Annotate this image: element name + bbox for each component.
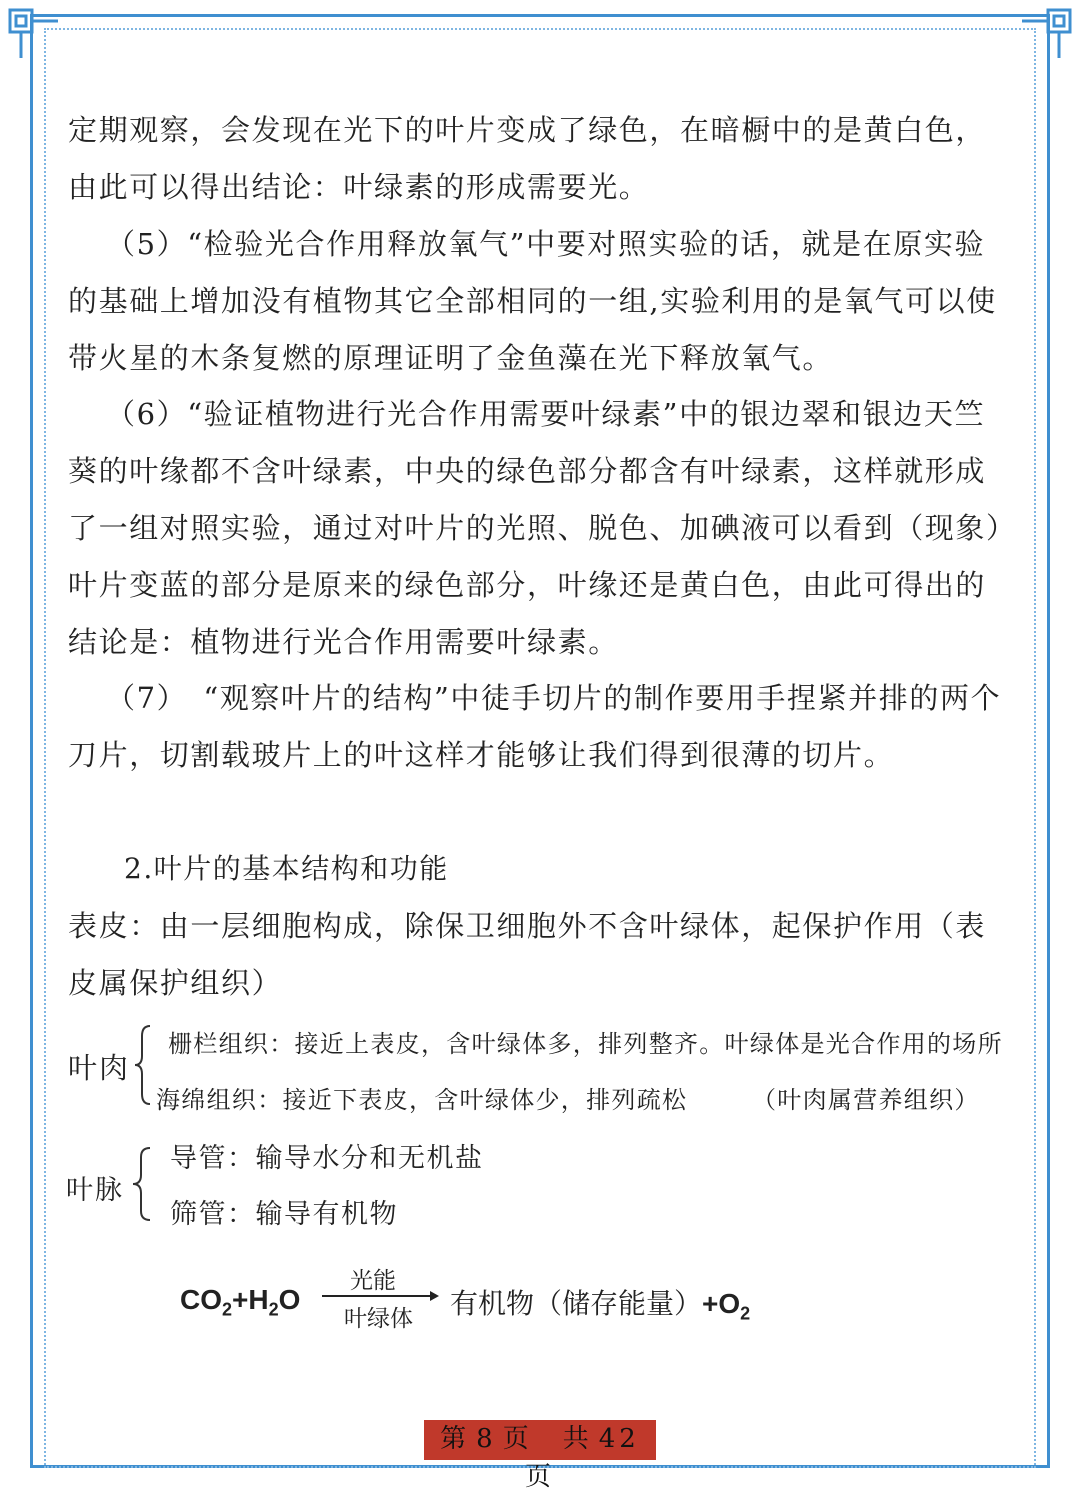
mesophyll-label: 叶肉	[68, 1051, 131, 1085]
page-number-footer: 第 8 页 共 42页	[424, 1420, 656, 1460]
current-page: 8	[476, 1424, 497, 1454]
xylem-text: 导管：输导水分和无机盐	[170, 1143, 484, 1174]
palisade-tissue-text: 栅栏组织：接近上表皮，含叶绿体多，排列整齐。叶绿体是光合作用的场所	[168, 1030, 1003, 1058]
paragraph-observation: 定期观察，会发现在光下的叶片变成了绿色，在暗橱中的是黄白色，由此可以得出结论：叶绿素的形成需要光。	[68, 113, 987, 204]
vein-label: 叶脉	[66, 1175, 124, 1206]
paragraph-leaf-section: （7） “观察叶片的结构”中徒手切片的制作要用手捏紧并排的两个刀片，切割载玻片上的叶这样才能够让我们得到很薄的切片。	[68, 681, 1002, 772]
section-heading: 2.叶片的基本结构和功能	[124, 852, 449, 885]
equation-condition-chloroplast: 叶绿体	[344, 1306, 413, 1332]
left-brace-icon	[130, 1146, 154, 1222]
mesophyll-note: （叶肉属营养组织）	[752, 1086, 980, 1114]
corner-ornament-icon	[1018, 6, 1074, 62]
corner-ornament-icon	[6, 6, 62, 62]
paragraph-chlorophyll-test: （6）“验证植物进行光合作用需要叶绿素”中的银边翠和银边天竺葵的叶缘都不含叶绿素，中央的绿色部分都含有叶绿素，这样就形成了一组对照实验，通过对叶片的光照、脱色、加碘液可以看到（现象）叶片变蓝的部分是原来的绿色部分，叶缘还是黄白色，由此可得出的结论是：植物进行光合作用需要叶绿素。	[68, 397, 1003, 659]
photosynthesis-equation	[180, 1268, 800, 1338]
equation-condition-light: 光能	[350, 1268, 396, 1294]
left-brace-icon	[132, 1024, 154, 1106]
total-pages: 42	[598, 1424, 640, 1454]
phloem-text: 筛管：输导有机物	[170, 1199, 398, 1230]
spongy-tissue-text: 海绵组织：接近下表皮，含叶绿体少，排列疏松	[156, 1086, 688, 1114]
equation-reactants: $CO_2+H_2O$	[180, 1284, 301, 1320]
paragraph-epidermis: 表皮：由一层细胞构成，除保卫细胞外不含叶绿体，起保护作用（表皮属保护组织）	[68, 909, 987, 1000]
paragraph-oxygen-test: （5）“检验光合作用释放氧气”中要对照实验的话，就是在原实验的基础上增加没有植物其它全部相同的一组,实验利用的是氧气可以使带火星的木条复燃的原理证明了金鱼藻在光下释放氧气。	[68, 227, 997, 375]
equation-products: 有机物（储存能量）$+O_2$	[450, 1287, 751, 1324]
